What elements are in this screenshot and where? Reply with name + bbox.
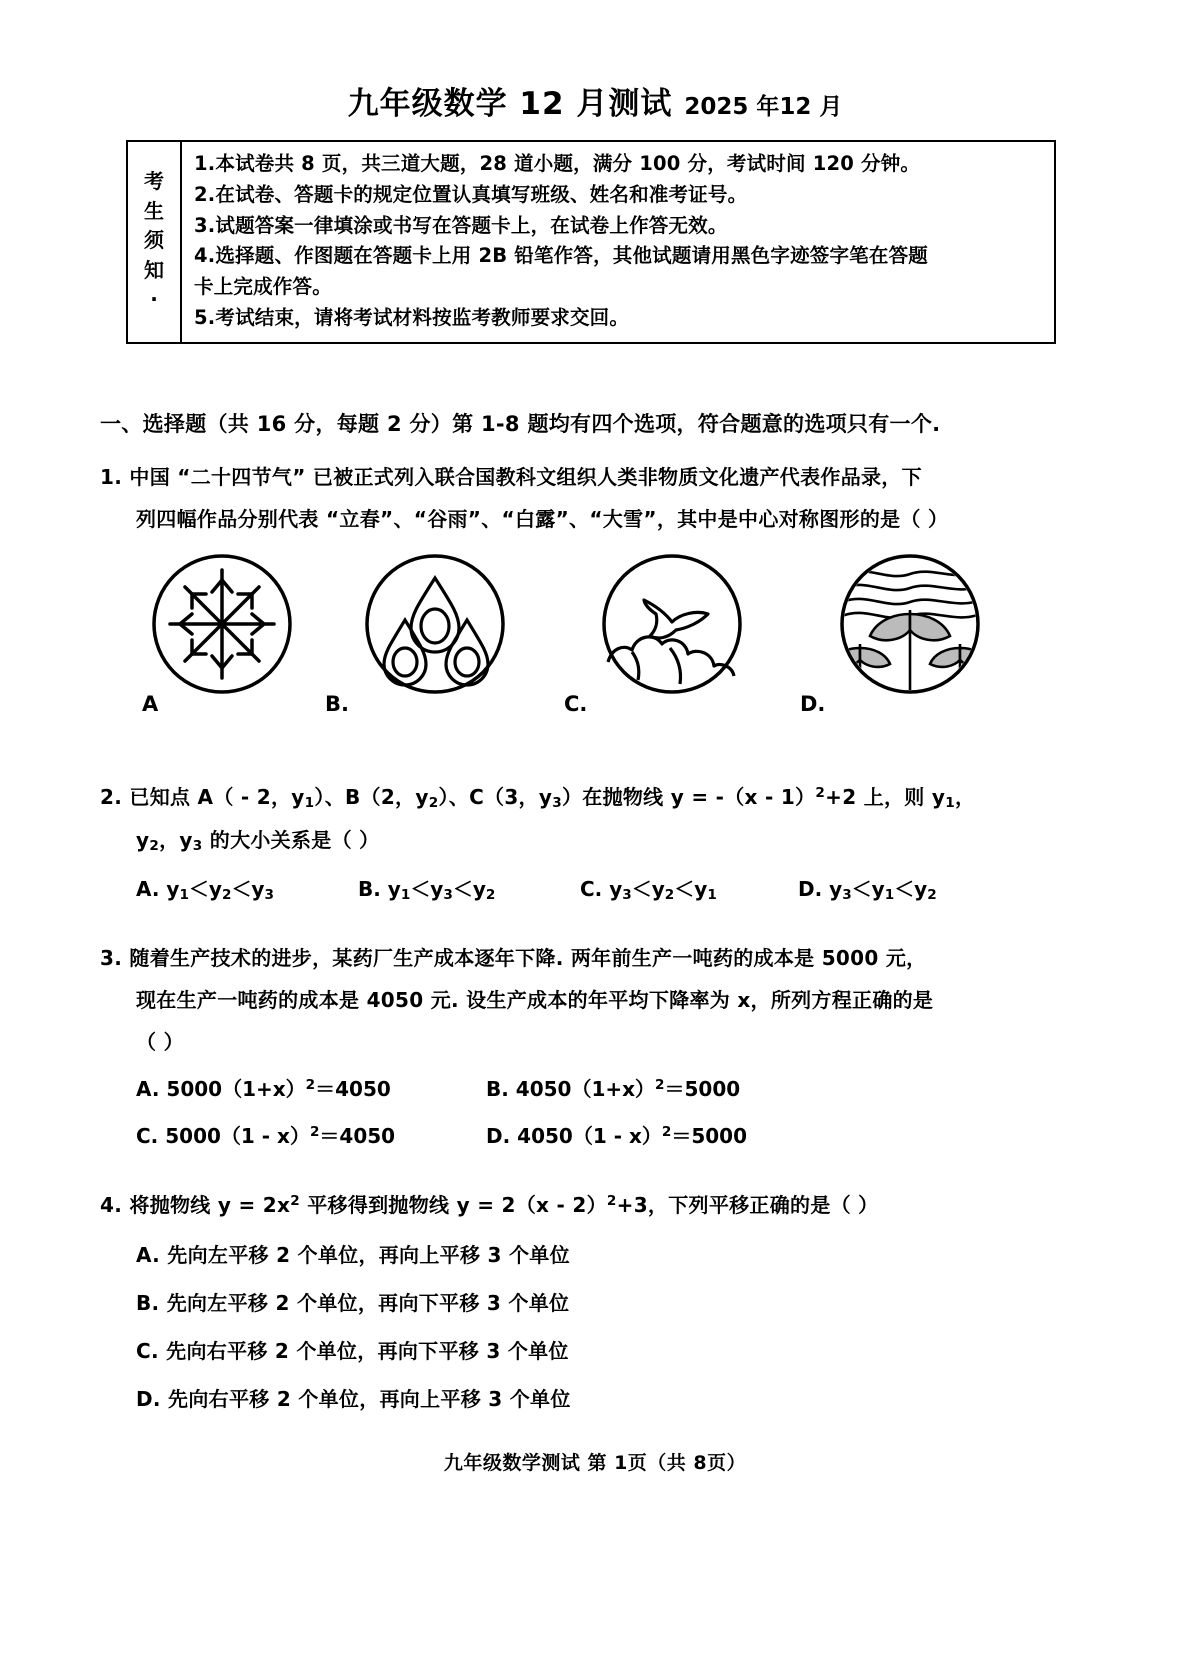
question-2-option-b[interactable]: B. $y_1<y_3<y_2$ xyxy=(358,876,496,903)
figure-option-b[interactable] xyxy=(325,552,517,716)
question-2-line-1 xyxy=(100,782,1110,813)
figure-d-letter: D. xyxy=(800,692,826,716)
question-4-option-c[interactable]: C. 先向右平移 2 个单位，再向下平移 3 个单位 xyxy=(136,1339,569,1363)
page-footer: 九年级数学测试 第 1页（共 8页） xyxy=(443,1452,747,1474)
question-3-option-d[interactable]: D. 4050（1 - x）$^2$＝5000 xyxy=(486,1124,748,1148)
question-1-line-2: 列四幅作品分别代表 “立春”、“谷雨”、“白露”、“大雪”，其中是中心对称图形的是（ ） xyxy=(136,507,949,531)
notice-items xyxy=(182,142,1054,342)
question-3-line-3: （ ） xyxy=(136,1030,184,1054)
notice-vertical-label xyxy=(128,142,182,342)
question-3-number: 3. xyxy=(100,946,123,970)
notice-label-char-3: 知 xyxy=(144,257,164,282)
question-3-option-b[interactable]: B. $4050(1+x)^2=5000$ xyxy=(486,1077,741,1101)
question-2-option-a[interactable]: A. $y_1<y_2<y_3$ xyxy=(136,876,274,903)
notice-item-5: 5.考试结束，请将考试材料按监考教师要求交回。 xyxy=(194,305,630,329)
figure-option-d[interactable] xyxy=(800,552,992,716)
question-3 xyxy=(100,943,1110,1149)
question-2-number: 2. xyxy=(100,785,123,809)
question-4-option-b[interactable]: B. 先向左平移 2 个单位，再向下平移 3 个单位 xyxy=(136,1291,570,1315)
exam-title: 九年级数学 12 月测试 xyxy=(347,86,673,122)
snowflake-icon xyxy=(140,552,310,702)
question-1-number: 1. xyxy=(100,465,123,489)
question-2-option-d[interactable]: D. $y_3<y_1<y_2$ xyxy=(798,876,937,903)
bird-clouds-icon xyxy=(584,552,754,702)
plants-icon xyxy=(822,552,992,702)
question-2-line-2: $y_2$，$y_3$ 的大小关系是（ ） xyxy=(136,828,380,855)
candidate-notice-box xyxy=(126,140,1056,344)
notice-item-1: 1.本试卷共 8 页，共三道大题，28 道小题，满分 100 分，考试时间 120 分钟。 xyxy=(194,152,921,175)
question-4 xyxy=(100,1190,1110,1414)
question-3-options-row-2 xyxy=(100,1120,1110,1149)
notice-label-char-1: 生 xyxy=(144,198,164,223)
notice-item-4-cont: 卡上完成作答。 xyxy=(194,275,332,299)
question-4-option-a[interactable]: A. 先向左平移 2 个单位，再向上平移 3 个单位 xyxy=(136,1243,570,1267)
question-1-line-1 xyxy=(100,462,1110,492)
question-3-line-1 xyxy=(100,943,1110,973)
question-4-line-1 xyxy=(100,1190,1110,1220)
question-4-text-1: 将抛物线 $y = 2x^2$ 平移得到抛物线 y = 2（x - 2）$^2$+3，下列平移正确的是（ ） xyxy=(129,1193,879,1217)
notice-label-char-0: 考 xyxy=(144,168,164,193)
question-3-option-c[interactable]: C. 5000（1 - x）$^2$＝4050 xyxy=(136,1124,396,1148)
question-3-text-1: 随着生产技术的进步，某药厂生产成本逐年下降. 两年前生产一吨药的成本是 5000 元， xyxy=(129,946,927,970)
notice-label-char-2: 须 xyxy=(144,228,164,253)
question-1-figures xyxy=(112,552,1072,716)
figure-c-letter: C. xyxy=(564,692,588,716)
figure-option-a[interactable] xyxy=(140,552,310,716)
raindrops-icon xyxy=(347,552,517,702)
question-2 xyxy=(100,782,1110,903)
question-4-option-d[interactable]: D. 先向右平移 2 个单位，再向上平移 3 个单位 xyxy=(136,1387,571,1411)
question-3-option-a[interactable]: A. $5000(1+x)^2=4050$ xyxy=(136,1077,391,1101)
notice-label-char-4: · xyxy=(150,287,158,312)
figure-option-c[interactable] xyxy=(564,552,754,716)
figure-b-letter: B. xyxy=(325,692,349,716)
notice-item-3: 3.试题答案一律填涂或书写在答题卡上，在试卷上作答无效。 xyxy=(194,213,728,237)
question-4-number: 4. xyxy=(100,1193,123,1217)
question-3-line-2: 现在生产一吨药的成本是 4050 元. 设生产成本的年平均下降率为 x，所列方程正确的是 xyxy=(136,988,934,1012)
section-heading-multiple-choice: 一、选择题（共 16 分，每题 2 分）第 1-8 题均有四个选项，符合题意的选项只有一个. xyxy=(100,412,941,436)
figure-a-letter: A xyxy=(142,692,159,716)
question-3-options-row-1 xyxy=(100,1073,1110,1102)
question-2-text-1: 已知点 A（ - 2，$y_1$）、B（2，$y_2$）、C（3，$y_3$）在抛物线 y = -（x - 1）$^2$+2 上，则 $y_1$， xyxy=(129,785,976,811)
page-title xyxy=(0,0,1190,123)
notice-item-4: 4.选择题、作图题在答题卡上用 2B 铅笔作答，其他试题请用黑色字迹签字笔在答题 xyxy=(194,244,928,268)
exam-date: 2025 年12 月 xyxy=(684,94,843,120)
question-1 xyxy=(100,462,1110,534)
notice-item-2: 2.在试卷、答题卡的规定位置认真填写班级、姓名和准考证号。 xyxy=(194,182,748,206)
question-2-options xyxy=(100,873,1110,903)
question-2-option-c[interactable]: C. $y_3<y_2<y_1$ xyxy=(580,876,717,903)
question-1-text-1: 中国 “二十四节气” 已被正式列入联合国教科文组织人类非物质文化遗产代表作品录，下 xyxy=(129,465,922,489)
